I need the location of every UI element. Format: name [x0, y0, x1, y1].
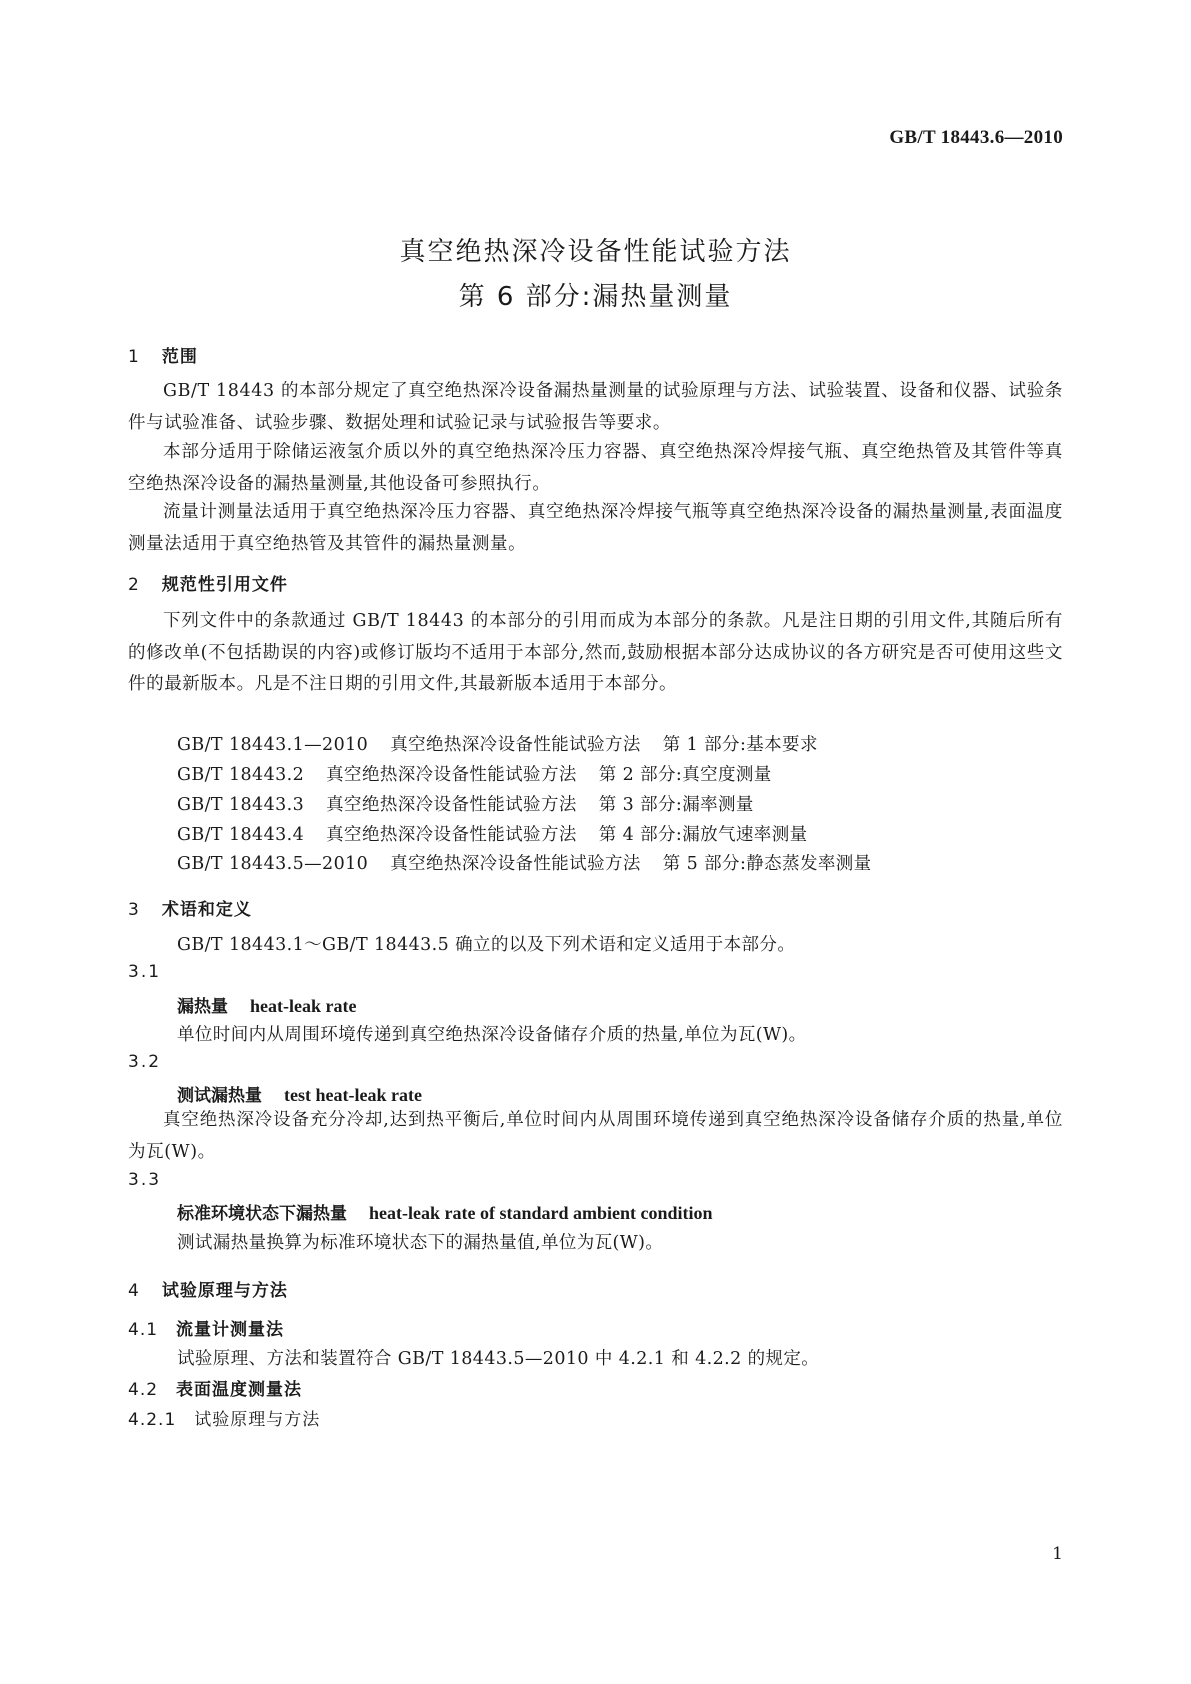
reference-part: 第 2 部分:真空度测量	[598, 765, 772, 785]
reference-item	[177, 850, 872, 875]
section-2-heading	[128, 570, 288, 595]
term-zh: 标准环境状态下漏热量	[177, 1204, 347, 1224]
section-1-paragraph-2: 本部分适用于除储运液氢介质以外的真空绝热深冷压力容器、真空绝热深冷焊接气瓶、真空绝热管及其管件等真空绝热深冷设备的漏热量测量,其他设备可参照执行。	[128, 442, 1063, 494]
section-number: 4.2	[128, 1380, 159, 1400]
term-definition: 真空绝热深冷设备充分冷却,达到热平衡后,单位时间内从周围环境传递到真空绝热深冷设备储存介质的热量,单位为瓦(W)。	[128, 1110, 1063, 1162]
section-title: 试验原理与方法	[194, 1410, 321, 1430]
section-1-heading	[128, 342, 198, 367]
section-1-paragraph-1: GB/T 18443 的本部分规定了真空绝热深冷设备漏热量测量的试验原理与方法、试验装置、设备和仪器、试验条件与试验准备、试验步骤、数据处理和试验记录与试验报告等要求。	[128, 381, 1063, 433]
term-zh: 漏热量	[177, 997, 228, 1017]
reference-item	[177, 761, 772, 786]
reference-part: 第 4 部分:漏放气速率测量	[598, 825, 808, 845]
section-number: 4	[128, 1281, 140, 1301]
reference-part: 第 1 部分:基本要求	[662, 735, 818, 755]
term-number: 3.2	[128, 1052, 162, 1072]
term-zh: 测试漏热量	[177, 1086, 262, 1106]
section-3-heading	[128, 895, 252, 920]
section-title: 试验原理与方法	[161, 1281, 288, 1301]
term-en: heat-leak rate	[250, 996, 357, 1016]
section-title: 范围	[161, 347, 198, 367]
reference-item	[177, 821, 808, 846]
section-title: 规范性引用文件	[161, 575, 288, 595]
section-title: 表面温度测量法	[176, 1380, 303, 1400]
standard-number: GB/T 18443.6—2010	[889, 127, 1063, 148]
reference-code: GB/T 18443.2	[177, 765, 305, 785]
section-4-heading	[128, 1276, 288, 1301]
reference-code: GB/T 18443.5—2010	[177, 854, 369, 874]
document-title: 真空绝热深冷设备性能试验方法	[399, 237, 792, 267]
section-title: 术语和定义	[161, 900, 252, 920]
section-title: 流量计测量法	[176, 1320, 285, 1340]
term-title	[177, 1081, 422, 1106]
term-en: heat-leak rate of standard ambient condition	[369, 1203, 713, 1223]
reference-title: 真空绝热深冷设备性能试验方法	[326, 795, 577, 815]
reference-item	[177, 791, 754, 816]
reference-title: 真空绝热深冷设备性能试验方法	[326, 765, 577, 785]
section-4-1-text: 试验原理、方法和装置符合 GB/T 18443.5—2010 中 4.2.1 和 4.2.2 的规定。	[177, 1349, 820, 1369]
reference-title: 真空绝热深冷设备性能试验方法	[390, 735, 641, 755]
term-definition: 测试漏热量换算为标准环境状态下的漏热量值,单位为瓦(W)。	[177, 1233, 664, 1253]
section-2-paragraph-1: 下列文件中的条款通过 GB/T 18443 的本部分的引用而成为本部分的条款。凡是注日期的引用文件,其随后所有的修改单(不包括勘误的内容)或修订版均不适用于本部分,然而,鼓励根据本部分达成协议的各方研究是否可使用这些文件的最新版本。凡是不注日期的引用文件,其最新版本适用于本部分。	[128, 611, 1063, 694]
section-number: 1	[128, 347, 140, 367]
section-number: 2	[128, 575, 140, 595]
section-1-paragraph-3: 流量计测量法适用于真空绝热深冷压力容器、真空绝热深冷焊接气瓶等真空绝热深冷设备的漏热量测量,表面温度测量法适用于真空绝热管及其管件的漏热量测量。	[128, 502, 1063, 554]
section-number: 4.2.1	[128, 1410, 177, 1430]
section-number: 4.1	[128, 1320, 159, 1340]
reference-item	[177, 731, 818, 756]
reference-code: GB/T 18443.3	[177, 795, 305, 815]
term-title	[177, 992, 356, 1017]
reference-part: 第 3 部分:漏率测量	[598, 795, 754, 815]
document-subtitle: 第 6 部分:漏热量测量	[458, 282, 733, 312]
reference-title: 真空绝热深冷设备性能试验方法	[390, 854, 641, 874]
term-en: test heat-leak rate	[284, 1085, 422, 1105]
term-definition: 单位时间内从周围环境传递到真空绝热深冷设备储存介质的热量,单位为瓦(W)。	[177, 1025, 807, 1045]
section-3-intro: GB/T 18443.1～GB/T 18443.5 确立的以及下列术语和定义适用于本部分。	[177, 935, 796, 955]
page-number: 1	[1052, 1544, 1063, 1564]
term-title	[177, 1199, 713, 1224]
reference-code: GB/T 18443.4	[177, 825, 305, 845]
reference-part: 第 5 部分:静态蒸发率测量	[662, 854, 872, 874]
section-4-2-1-heading	[128, 1405, 320, 1430]
term-number: 3.1	[128, 962, 162, 982]
reference-code: GB/T 18443.1—2010	[177, 735, 369, 755]
section-4-1-heading	[128, 1315, 284, 1340]
section-4-2-heading	[128, 1375, 302, 1400]
term-number: 3.3	[128, 1170, 162, 1190]
section-number: 3	[128, 900, 140, 920]
reference-title: 真空绝热深冷设备性能试验方法	[326, 825, 577, 845]
